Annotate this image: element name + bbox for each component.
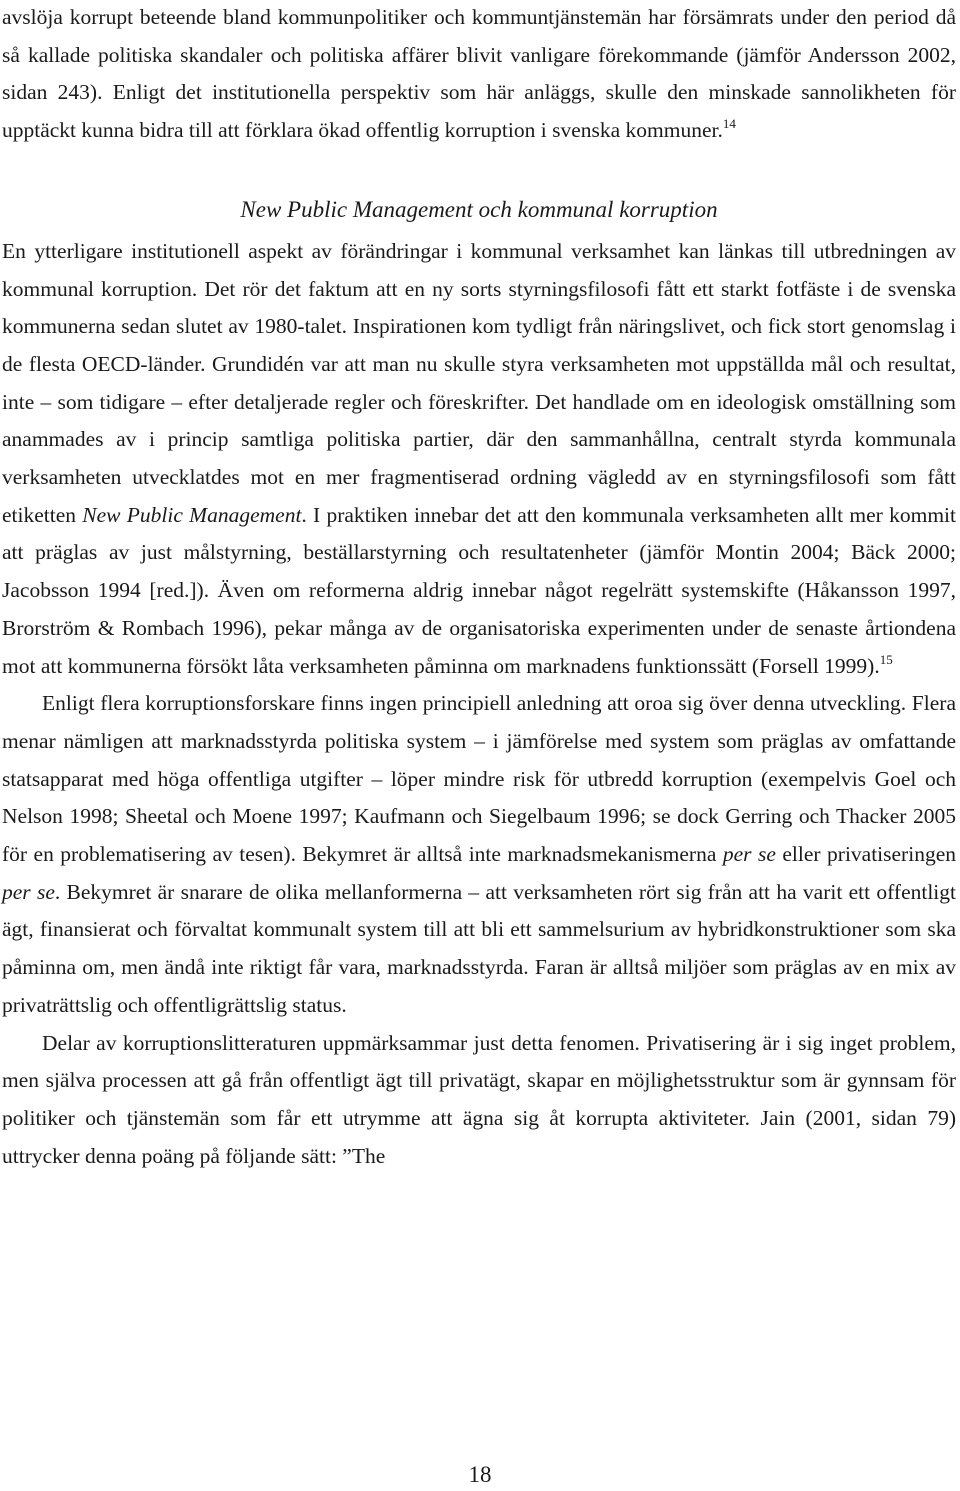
emphasis-term: per se xyxy=(2,879,55,904)
paragraph-text: . I praktiken innebar det att den kommunala verksamheten allt mer kommit att präglas av just målstyrning, beställarstyrning och resultatenheter (jämför Montin 2004; Bäck 2000; Jacobsson 1994 [red.]). Även om reformerna aldrig innebar något regelrätt systemskifte (Håkansson 1997, Brorström & Rombach 1996), pekar många av de organisatoriska experimenten under de senaste årtiondena mot att kommunerna försökt låta verksamheten påminna om marknadens funktionssätt (Forsell 1999). xyxy=(2,502,956,678)
paragraph-text: Enligt flera korruptionsforskare finns ingen principiell anledning att oroa sig över denna utveckling. Flera menar nämligen att marknadsstyrda politiska system – i jämförelse med system som präglas av omfattande statsapparat med höga offentliga utgifter – löper mindre risk för utbredd korruption (exempelvis Goel och Nelson 1998; Sheetal och Moene 1997; Kaufmann och Siegelbaum 1996; se dock Gerring och Thacker 2005 för en problematisering av tesen). Bekymret är alltså inte marknadsmekanismerna xyxy=(2,691,956,867)
page-number: 18 xyxy=(468,1462,492,1487)
paragraph-text: En ytterligare institutionell aspekt av förändringar i kommunal verksamhet kan länkas till utbredningen av kommunal korruption. Det rör det faktum att en ny sorts styrningsfilosofi fått ett starkt fotfäste i de svenska kommunerna sedan slutet av 1980-talet. Inspirationen kom tydligt från näringslivet, och fick stort genomslag i de flesta OECD-länder. Grundidén var att man nu skulle styra verksamheten mot uppställda mål och resultat, inte – som tidigare – efter detaljerade regler och föreskrifter. Det handlade om en ideologisk omställning som anammades av i princip samtliga politiska partier, där den sammanhållna, centralt styrda kommunala verksamheten utvecklatdes mot en mer fragmentiserad ordning vägledd av en styrningsfilosofi som fått etiketten xyxy=(2,238,956,527)
paragraph-continued xyxy=(2,0,956,150)
footnote-ref-14[interactable]: 14 xyxy=(722,116,736,132)
paragraph-text: avslöja korrupt beteende bland kommunpolitiker och kommuntjänstemän har försämrats under den period då så kallade politiska skandaler och politiska affärer blivit vanligare förekommande (jämför Andersson 2002, sidan 243). Enligt det institutionella perspektiv som här anläggs, skulle den minskade sannolikheten för upptäckt kunna bidra till att förklara ökad offentlig korruption i svenska kommuner. xyxy=(2,5,956,143)
paragraph-text: eller privatiseringen xyxy=(775,842,956,867)
paragraph-market xyxy=(2,685,956,1024)
emphasis-term: per se xyxy=(722,842,776,867)
paragraph-text: . Bekymret är snarare de olika mellanformerna – att verksamheten rört sig från att ha varit ett offentligt ägt, finansierat och förvaltat kommunalt system till att bli ett sammelsurium av hybridkonstruktioner som ska påminna om, men ändå inte riktigt får vara, marknadsstyrda. Faran är alltså miljöer som präglas av en mix av privaträttslig och offentligrättslig status. xyxy=(2,879,957,1017)
emphasis-term: New Public Management xyxy=(82,502,302,527)
section-heading: New Public Management och kommunal korruption xyxy=(240,196,718,222)
paragraph-npm-intro xyxy=(2,233,956,685)
document-page xyxy=(2,0,956,1175)
paragraph-privatization: Delar av korruptionslitteraturen uppmärksammar just detta fenomen. Privatisering är i sig inget problem, men själva processen att gå från offentligt ägt till privatägt, skapar en möjlighetsstruktur som är gynnsam för politiker och tjänstemän som får ett utrymme att ägna sig åt korrupta aktiviteter. Jain (2001, sidan 79) uttrycker denna poäng på följande sätt: ”The xyxy=(2,1030,956,1168)
footnote-ref-15[interactable]: 15 xyxy=(879,651,893,667)
